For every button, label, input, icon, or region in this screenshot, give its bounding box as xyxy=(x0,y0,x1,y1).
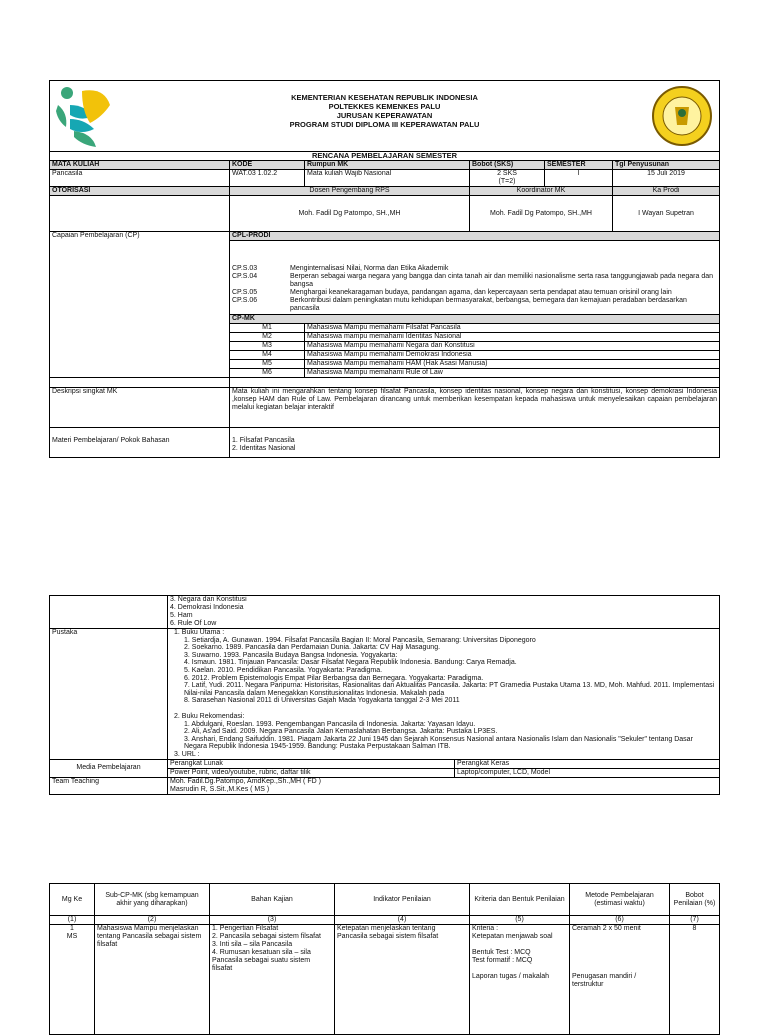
pustaka-item: 4. Ismaun. 1981. Tinjauan Pancasila: Dasar Filsafat Negara Republik Indonesia. Bandung: Carya Remadja. xyxy=(184,659,517,667)
kriteria-line: Laporan tugas / makalah xyxy=(472,973,550,980)
plan-col-num: (3) xyxy=(210,916,335,925)
rps-continued-table xyxy=(49,595,719,795)
bahan-item: 1. Pengertian Filsafat xyxy=(212,925,279,932)
team-list xyxy=(168,777,720,794)
weekly-plan-table xyxy=(49,883,719,1035)
materi-item: 2. Identitas Nasional xyxy=(232,445,296,452)
plan-col-num: (6) xyxy=(570,916,670,925)
kriteria-line: Kriteria : xyxy=(472,925,499,932)
materi-label-blank xyxy=(50,596,168,629)
header-line-3: JURUSAN KEPERAWATAN xyxy=(336,111,433,120)
otorisasi-blank xyxy=(50,196,230,232)
materi-item: 6. Rule Of Low xyxy=(170,620,217,627)
plan-week xyxy=(50,925,95,1035)
label-materi: Materi Pembelajaran/ Pokok Bahasan xyxy=(50,428,230,458)
course-code: WAT.03 1.02.2 xyxy=(230,170,305,187)
metode-line: Ceramah 2 x 50 menit xyxy=(572,925,641,932)
label-team-teaching: Team Teaching xyxy=(50,777,168,794)
metode-line: Penugasan mandiri / terstruktur xyxy=(572,973,637,988)
cpl-item xyxy=(232,265,717,273)
cpl-item xyxy=(232,273,717,289)
plan-col-num: (5) xyxy=(470,916,570,925)
label-bobot: Bobot (SKS) xyxy=(470,161,545,170)
kaprodi-name xyxy=(613,196,720,232)
label-kaprodi: Ka Prodi xyxy=(613,187,720,196)
cpmk-text: Mahasiswa Mampu memahami Rule of Law xyxy=(305,369,720,378)
pustaka-list xyxy=(168,629,720,760)
pustaka-rekom-list xyxy=(170,721,717,751)
materi-list-b xyxy=(168,596,720,629)
label-pustaka: Pustaka xyxy=(50,629,168,760)
plan-col-num: (1) xyxy=(50,916,95,925)
plan-header: Indikator Penilaian xyxy=(335,884,470,916)
capaian-spacer xyxy=(50,351,230,360)
course-name: Pancasila xyxy=(50,170,230,187)
team-member: Masrudin R, S.Sit.,M.Kes ( MS ) xyxy=(170,785,270,793)
dosen-name-text: Moh. Fadil Dg Patompo, SH.,MH xyxy=(298,209,401,217)
cpmk-code: M3 xyxy=(230,342,305,351)
kaprodi-name-text: I Wayan Supetran xyxy=(638,209,694,217)
label-dosen: Dosen Pengembang RPS xyxy=(230,187,470,196)
pustaka-item: 3. Suwarno. 1993. Pancasila Budaya Bangsa Indonesia. Yogyakarta: xyxy=(184,651,398,659)
label-deskripsi: Deskripsi singkat MK xyxy=(50,388,230,428)
plan-header: Metode Pembelajaran (estimasi waktu) xyxy=(570,884,670,916)
materi-item: 3. Negara dan Konstitusi xyxy=(170,596,247,603)
plan-subcp: Mahasiswa Mampu menjelaskan tentang Pancasila sebagai sistem filsafat xyxy=(95,925,210,1035)
cpl-code: CP.S.04 xyxy=(232,273,258,280)
plan-header: Bobot Penilaian (%) xyxy=(670,884,720,916)
dosen-name xyxy=(230,196,470,232)
label-otorisasi: OTORISASI xyxy=(50,187,230,196)
pustaka-item: 8. Sarasehan Nasional 2011 di Universitas Gajah Mada Yogyakarta tanggal 2-3 Mei 2011 xyxy=(184,697,460,705)
perangkat-lunak: Power Point, video/youtube, rubric, daftar tilik xyxy=(168,768,455,777)
koordinator-name xyxy=(470,196,613,232)
capaian-spacer xyxy=(50,324,230,333)
cpl-text: Berkontribusi dalam peningkatan mutu kehidupan bermasyarakat, berbangsa, bernegara dan kemajuan peradaban berdasarkan pancasila xyxy=(290,297,687,312)
capaian-spacer xyxy=(50,315,230,324)
label-semester: SEMESTER xyxy=(545,161,613,170)
cpl-code: CP.S.06 xyxy=(232,297,258,304)
label-perangkat-keras: Perangkat Keras xyxy=(455,759,720,768)
cpl-text: Menghargai keanekaragaman budaya, pandangan agama, dan kepercayaan serta pendapat atau temuan orisinil orang lain xyxy=(290,289,672,296)
pustaka-item: 1. Setiardja, A. Gunawan. 1994. Filsafat Pancasila Bagian II: Moral Pancasila, Semarang: Universitas Diponegoro xyxy=(184,636,536,644)
cpmk-text: Mahasiswa mampu memahami Identitas Nasional xyxy=(305,333,720,342)
week-number: 1 xyxy=(70,925,74,932)
course-bobot-detail: (T=2) xyxy=(498,178,516,185)
bahan-item: 2. Pancasila sebagai sistem filsafat xyxy=(212,933,321,940)
capaian-spacer xyxy=(50,333,230,342)
plan-bobot: 8 xyxy=(670,925,720,1035)
cpmk-spacer xyxy=(230,378,720,388)
plan-header: Kriteria dan Bentuk Penilaian xyxy=(470,884,570,916)
capaian-spacer xyxy=(50,342,230,351)
materi-item: 1. Filsafat Pancasila xyxy=(232,437,295,444)
cpl-item xyxy=(232,297,717,313)
kriteria-line: Test formatif : MCQ xyxy=(472,957,533,964)
course-tgl: 15 Juli 2019 xyxy=(613,170,720,187)
label-mata-kuliah: MATA KULIAH xyxy=(50,161,230,170)
pustaka-utama-list xyxy=(170,637,717,705)
pustaka-url: 3. URL : xyxy=(174,750,200,758)
cpl-code: CP.S.03 xyxy=(232,265,258,272)
cpl-code: CP.S.05 xyxy=(232,289,258,296)
cpmk-code: M1 xyxy=(230,324,305,333)
label-media: Media Pembelajaran xyxy=(50,759,168,777)
pustaka-item: 2. Soekarno. 1989. Pancasila dan Perdamaian Dunia. Jakarta: CV Haji Masagung. xyxy=(184,644,441,652)
document-title: RENCANA PEMBELAJARAN SEMESTER xyxy=(50,152,720,161)
pustaka-item: 1. Abdulgani, Roeslan. 1993. Pengembangan Pancasila di Indonesia. Jakarta: Yayasan Idayu. xyxy=(184,720,476,728)
plan-col-num: (7) xyxy=(670,916,720,925)
plan-kriteria xyxy=(470,925,570,1035)
plan-metode xyxy=(570,925,670,1035)
materi-list-a xyxy=(230,428,720,458)
team-member: Moh. Fadil.Dg.Patompo, AmdKep.,Sh.,MH ( FD ) xyxy=(170,777,321,785)
pustaka-item: 7. Latif, Yudi. 2011. Negara Paripurna: Historisitas, Rasionalitas dan Aktualitas Pancasila. Jakarta: PT Gramedia Pustaka Utama 13. MD, Moh. Mahfud. 2011. Implementasi Nilai-nilai Pancasila dalam Menegakkan Konstitusionalitas Indonesia. Makalah pada xyxy=(184,682,715,697)
plan-bahan xyxy=(210,925,335,1035)
capaian-spacer xyxy=(50,378,230,388)
plan-col-num: (4) xyxy=(335,916,470,925)
cpmk-text: Mahasiswa Mampu memahami Negara dan Konstitusi xyxy=(305,342,720,351)
label-rumpun: Rumpun MK xyxy=(305,161,470,170)
cpmk-text: Mahasiswa Mampu memahami Demokrasi Indonesia xyxy=(305,351,720,360)
kriteria-line: Ketepatan menjawab soal xyxy=(472,933,553,940)
course-bobot-sks: 2 SKS xyxy=(497,170,517,177)
cpmk-code: M5 xyxy=(230,360,305,369)
label-kode: KODE xyxy=(230,161,305,170)
header-line-1: KEMENTERIAN KESEHATAN REPUBLIK INDONESIA xyxy=(291,93,478,102)
cpmk-text: Mahasiswa Mampu memahami HAM (Hak Asasi Manusia) xyxy=(305,360,720,369)
label-cp-mk: CP-MK xyxy=(230,315,720,324)
pustaka-item: 6. 2012. Problem Epistemologis Empat Pilar Berbangsa dan Bernegara. Yogyakarta: Paradigma. xyxy=(184,674,484,682)
course-rumpun: Mata kuliah Wajib Nasional xyxy=(305,170,470,187)
cpl-text: Berperan sebagai warga negara yang bangga dan cinta tanah air dan memiliki nasionalisme serta rasa tanggungjawab pada negara dan bangsa xyxy=(290,273,714,288)
cpmk-code: M2 xyxy=(230,333,305,342)
cpl-text: Menginternalisasi Nilai, Norma dan Etika Akademik xyxy=(290,265,449,272)
label-capaian: Capaian Pembelajaran (CP) xyxy=(50,232,230,241)
rps-main-table xyxy=(49,80,719,458)
cpmk-code: M4 xyxy=(230,351,305,360)
bahan-item: 4. Rumusan kesatuan sila – sila Pancasila sebagai suatu sistem filsafat xyxy=(212,949,311,972)
plan-indikator: Ketepatan menjelaskan tentang Pancasila sebagai sistem filsafat xyxy=(335,925,470,1035)
poltekkes-seal xyxy=(651,85,713,147)
koordinator-name-text: Moh. Fadil Dg Patompo, SH.,MH xyxy=(490,209,592,217)
course-semester: I xyxy=(545,170,613,187)
pustaka-utama-title: 1. Buku Utama : xyxy=(174,629,225,636)
capaian-spacer xyxy=(50,241,230,315)
label-cpl-prodi: CPL-PRODI xyxy=(230,232,720,241)
pustaka-rekom-title: 2. Buku Rekomendasi: xyxy=(174,712,245,720)
header-cell xyxy=(50,81,720,152)
pustaka-item: 3. Anshari, Endang Saifuddin. 1981. Piagam Jakarta 22 Juni 1945 dan Sejarah Konsensus Nasional antara Nasionalis Islam dan Nasionalis "Sekuler" tentang Dasar Negara Republik Indonesia 1945-1959. Bandung: Pustaka Perpustakaan Salman ITB. xyxy=(184,735,693,751)
cpmk-text: Mahasiswa Mampu memahami Filsafat Pancasila xyxy=(305,324,720,333)
cpl-list xyxy=(230,241,720,315)
plan-header: Sub-CP-MK (sbg kemampuan akhir yang diharapkan) xyxy=(95,884,210,916)
materi-item: 4. Demokrasi Indonesia xyxy=(170,604,244,611)
plan-col-num: (2) xyxy=(95,916,210,925)
plan-header: Mg Ke xyxy=(50,884,95,916)
deskripsi-text: Mata kuliah ini mengarahkan tentang konsep filsafat Pancasila, konsep identitas nasional, konsep negara dan konstitusi, konsep demokrasi Indonesia ,konsep HAM dan Rule of Law. Pembelajaran dirancang untuk memberikan kesempatan kepada mahasiswa untuk menyelesaikan capaian pembelajaran melalui kegiatan belajar interaktif xyxy=(230,388,720,428)
label-koordinator: Koordinator MK xyxy=(470,187,613,196)
kriteria-line: Bentuk Test : MCQ xyxy=(472,949,531,956)
plan-header: Bahan Kajian xyxy=(210,884,335,916)
pustaka-item: 2. Ali, As'ad Said. 2009. Negara Pancasila Jalan Kemaslahatan Berbangsa. Jakarta: Pustaka LP3ES. xyxy=(184,728,498,736)
bahan-item: 3. Inti sila – sila Pancasila xyxy=(212,941,293,948)
cpl-item xyxy=(232,289,717,297)
capaian-spacer xyxy=(50,369,230,378)
materi-item: 5. Ham xyxy=(170,612,193,619)
course-bobot xyxy=(470,170,545,187)
pustaka-item: 5. Kaelan. 2010. Pendidikan Pancasila. Yogyakarta: Paradigma. xyxy=(184,666,383,674)
cpmk-code: M6 xyxy=(230,369,305,378)
capaian-spacer xyxy=(50,360,230,369)
week-teacher: MS xyxy=(66,933,78,940)
label-tgl: Tgl Penyusunan xyxy=(613,161,720,170)
label-perangkat-lunak: Perangkat Lunak xyxy=(168,759,455,768)
header-line-2: POLTEKKES KEMENKES PALU xyxy=(328,102,441,111)
header-line-4: PROGRAM STUDI DIPLOMA III KEPERAWATAN PALU xyxy=(289,120,480,129)
perangkat-keras: Laptop/computer, LCD, Model xyxy=(455,768,720,777)
